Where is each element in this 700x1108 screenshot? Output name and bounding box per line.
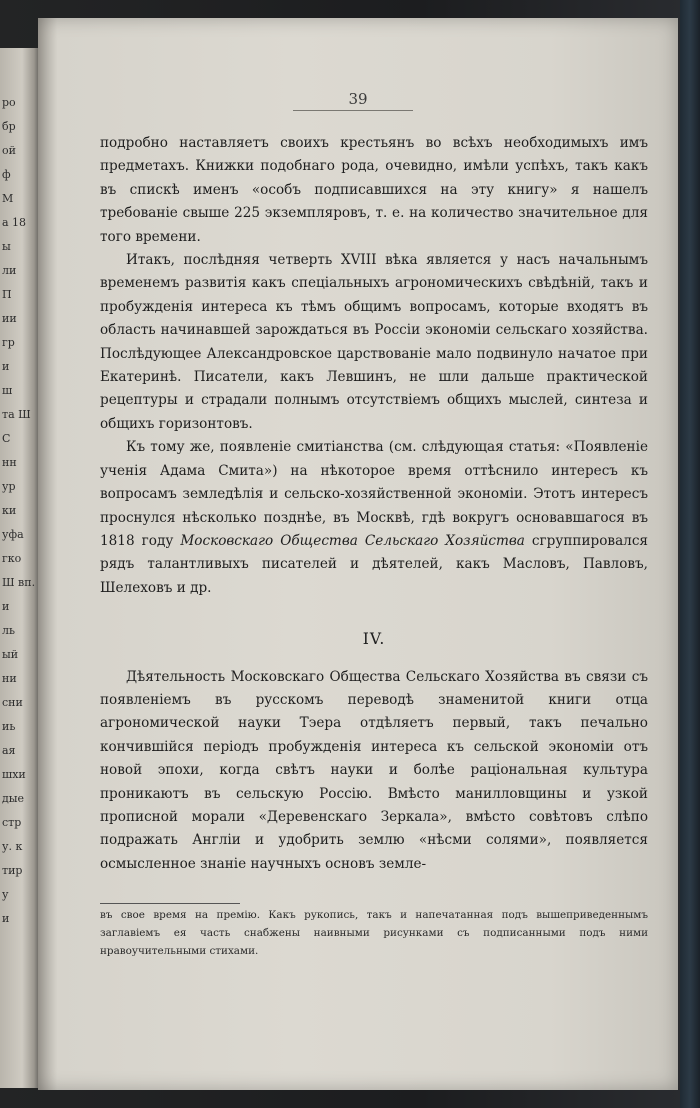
left-page-fragment: та Ш [2, 408, 31, 421]
left-page-edge [0, 48, 40, 1088]
left-page-fragment: ни [2, 672, 17, 685]
paragraph-3-part2: сгруппировался рядъ талантливыхъ писателей и дѣятелей, какъ Масловъ, Павловъ, Шелеховъ и др. [100, 532, 649, 596]
page-number: 39 [348, 90, 368, 108]
left-page-fragment: ли [2, 264, 17, 277]
left-page-fragment: стр [2, 816, 22, 829]
left-page-fragment: у [2, 888, 9, 901]
left-page-fragment: а 18 [2, 216, 27, 229]
left-page-fragment: ой [2, 144, 16, 157]
left-page-fragment: дые [2, 792, 25, 805]
left-page-fragment: бр [2, 120, 16, 133]
paragraph-3 [100, 436, 648, 600]
section-heading: IV. [362, 630, 386, 649]
left-page-fragment: П [2, 288, 12, 301]
left-page-fragment: иь [2, 720, 16, 733]
left-page-fragment: ы [2, 240, 11, 253]
page-number-rule [293, 110, 413, 111]
left-page-fragment: сни [2, 696, 23, 709]
left-page-fragment: гко [2, 552, 22, 565]
left-page-fragment: и [2, 600, 10, 613]
paragraph-2: Итакъ, послѣдняя четверть XVIII вѣка является у насъ начальнымъ временемъ развитія какъ спеціальныхъ агрономическихъ свѣдѣній, такъ и пробужденія интереса къ тѣмъ общимъ вопросамъ, которые входятъ въ область начинавшей зарождаться въ Россіи экономіи сельскаго хозяйства. Послѣдующее Александровское царствованіе мало подвинуло начатое при Екатеринѣ. Писатели, какъ Левшинъ, не шли дальше практической рецептуры и страдали полнымъ отсутствіемъ общихъ мыслей, синтеза и общихъ горизонтовъ. [100, 252, 648, 432]
body-text [100, 132, 648, 876]
left-page-fragment: у. к [2, 840, 23, 853]
left-page-fragment: ро [2, 96, 16, 109]
left-page-fragment: тир [2, 864, 23, 877]
left-page-fragment: ки [2, 504, 17, 517]
left-page-fragment: ф [2, 168, 11, 181]
left-page-fragment: М [2, 192, 14, 205]
paragraph-1: подробно наставляетъ своихъ крестьянъ во всѣхъ необходимыхъ имъ предметахъ. Книжки подобнаго рода, очевидно, имѣли успѣхъ, такъ какъ въ спискѣ именъ «особъ подписавшихся на эту книгу» я нашелъ требованіе свыше 225 экземпляровъ, т. е. на количество значительное для того времени. [100, 135, 648, 245]
paragraph-3-part1: Къ тому же, появленіе смитіанства (см. слѣдующая статья: «Появленіе ученія Адама Смита») на нѣкоторое время оттѣснило интересъ къ вопросамъ земледѣлія и сельско-хозяйственной экономіи. Этотъ интересъ проснулся нѣсколько позднѣе, въ Москвѣ, гдѣ вокругъ основавшагося въ 1818 году [100, 439, 648, 549]
book-spine [680, 0, 700, 1108]
book-page [38, 18, 678, 1090]
society-name-italic: Московскаго Общества Сельскаго Хозяйства [180, 532, 525, 549]
left-page-fragment: Ш вп. [2, 576, 36, 589]
left-page-fragment: ур [2, 480, 16, 493]
left-page-fragment: и [2, 360, 10, 373]
left-page-fragment: уфа [2, 528, 24, 541]
left-page-fragment: ии [2, 312, 17, 325]
left-page-fragment: ая [2, 744, 16, 757]
footnote-rule [100, 903, 240, 904]
left-page-fragment: ый [2, 648, 19, 661]
left-page-fragment: и [2, 912, 10, 925]
footnote: въ свое время на премію. Какъ рукопись, такъ и напечатанная подъ вышеприведеннымъ заглавіемъ ея часть снабжены наивными рисунками съ подписанными подъ ними нравоучительными стихами. [100, 909, 648, 957]
left-page-fragment: шхи [2, 768, 26, 781]
left-page-fragment: гр [2, 336, 15, 349]
left-page-fragment: ль [2, 624, 15, 637]
left-page-fragment: С [2, 432, 11, 445]
paragraph-4: Дѣятельность Московскаго Общества Сельскаго Хозяйства въ связи съ появленіемъ въ русскомъ переводѣ знаменитой книги отца агрономической науки Тэера отдѣляетъ первый, такъ печально кончившійся періодъ пробужденія интереса къ сельской экономіи отъ новой эпохи, когда свѣтъ науки и болѣе раціональная культура проникаютъ въ сельскую Россію. Вмѣсто манилловщины и узкой прописной морали «Деревенскаго Зеркала», вмѣсто совѣтовъ слѣпо подражать Англіи и удобрить землю «нѣсми солями», появляется осмысленное знаніе научныхъ основъ земле- [100, 668, 648, 872]
left-page-fragment: ш [2, 384, 13, 397]
left-page-fragment: нн [2, 456, 17, 469]
